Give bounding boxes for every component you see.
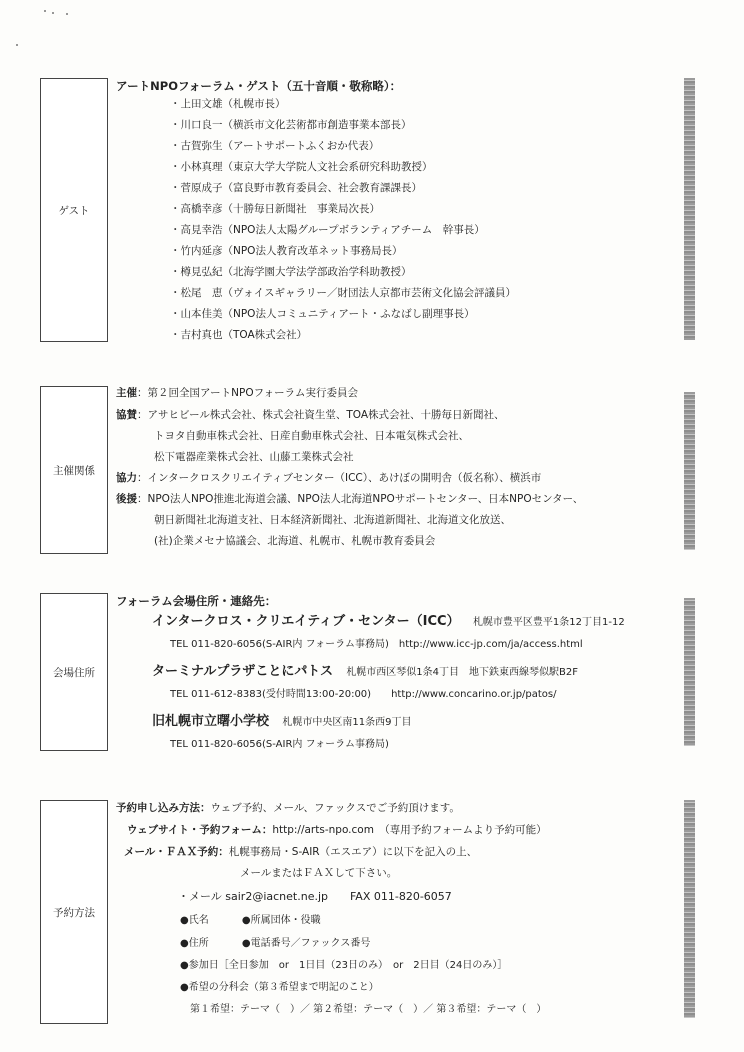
reservation-method (116, 801, 460, 816)
venue-address: 札幌市西区琴似1条4丁目 地下鉄東西線琴似駅B2F (346, 667, 579, 678)
section-label-reservation (40, 800, 108, 1024)
guest-item: ・上田文雄（札幌市長） (170, 98, 286, 110)
venue-contact: TEL 011-820-6056(S-AIR内 フォーラム事務局) (170, 739, 389, 750)
guest-heading: アートNPOフォーラム・ゲスト（五十音順・敬称略）： (116, 79, 402, 93)
mail-value: 札幌事務局・S-AIR（エスエア）に以下を記入の上、 (228, 846, 478, 858)
web-key: ウェブサイト・予約フォーム： (127, 824, 273, 836)
scan-edge-bar (684, 800, 695, 1018)
guest-item: ・川口良一（横浜市文化芸術都市創造事業本部長） (170, 119, 412, 131)
kyosan-line (116, 408, 505, 423)
reservation-mail (124, 845, 477, 860)
fields-row-2 (180, 934, 376, 949)
kyoryoku-line (116, 471, 541, 486)
guest-item: ・古賀弥生（アートサポートふくおか代表） (170, 140, 380, 152)
venue-name: ターミナルプラザことにパトス (152, 664, 333, 679)
guest-item: ・竹内延彦（NPO法人教育改革ネット事務局長） (170, 245, 403, 257)
venue-address: 札幌市豊平区豊平1条12丁目1-12 (472, 617, 625, 628)
web-value: http://arts-npo.com （専用予約フォームより予約可能） (272, 824, 547, 836)
guest-item: ・山本佳美（NPO法人コミュニティアート・ふなばし副理事長） (170, 308, 475, 320)
method-value: ウェブ予約、メール、ファックスでご予約頂けます。 (210, 802, 460, 814)
organizers-label: 主催関係 (53, 464, 95, 477)
reservation-email-fax: ・メール sair2@iacnet.ne.jp FAX 011-820-6057 (178, 890, 452, 903)
venue-name: 旧札幌市立曙小学校 (152, 714, 270, 729)
shusai-key: 主催 (116, 387, 137, 399)
field-org: ●所属団体・役職 (241, 915, 321, 926)
field-address: ●住所 (180, 938, 209, 949)
scan-edge-bar (684, 598, 695, 746)
kyosan-key: 協賛 (116, 409, 137, 421)
guest-item: ・菅原成子（富良野市教育委員会、社会教育課課長） (170, 182, 422, 194)
kyoryoku-value: ：インタークロスクリエイティブセンター（ICC）、あけぼの開明舎（仮名称）、横浜市 (137, 472, 542, 484)
scan-speck (16, 44, 18, 46)
guest-item: ・小林真理（東京大学大学院人文社会系研究科助教授） (170, 161, 433, 173)
venue-name: インタークロス・クリエイティブ・センター（ICC） (152, 614, 460, 629)
scan-speck (66, 13, 68, 15)
venue-heading: フォーラム会場住所・連絡先： (116, 594, 277, 608)
workshop-line: ●希望の分科会（第３希望まで明記のこと） (180, 982, 379, 993)
venue-place (152, 664, 578, 680)
reservation-mail-2: メールまたはＦＡＸして下さい。 (240, 867, 398, 879)
method-key: 予約申し込み方法： (116, 802, 211, 814)
kyosan-line-3: 松下電器産業株式会社、山藤工業株式会社 (154, 451, 354, 463)
guest-item: ・高橋幸彦（十勝毎日新聞社 事業局次長） (170, 203, 380, 215)
koen-value: ：NPO法人NPO推進北海道会議、NPO法人北海道NPOサポートセンター、日本NPOセンター、 (137, 493, 584, 505)
kyoryoku-key: 協力 (116, 472, 137, 484)
scan-speck (44, 10, 46, 12)
shusai-value: ：第２回全国アートNPOフォーラム実行委員会 (137, 387, 359, 399)
guest-item: ・吉村真也（TOA株式会社） (170, 329, 308, 341)
field-name: ●氏名 (180, 915, 209, 926)
venue-contact: TEL 011-820-6056(S-AIR内 フォーラム事務局) http://www.icc-jp.com/ja/access.html (170, 639, 583, 650)
section-label-guest (40, 78, 108, 342)
guest-item: ・松尾 恵（ヴォイスギャラリー／財団法人京都市芸術文化協会評議員） (170, 287, 516, 299)
section-label-organizers (40, 386, 108, 554)
scan-edge-bar (684, 78, 695, 340)
scan-edge-bar (684, 392, 695, 550)
koen-line-2: 朝日新聞社北海道支社、日本経済新聞社、北海道新聞社、北海道文化放送、 (154, 514, 511, 526)
fields-row-1 (180, 911, 327, 926)
field-phone: ●電話番号／ファックス番号 (241, 938, 371, 949)
section-label-venue (40, 593, 108, 751)
reservation-label: 予約方法 (53, 906, 95, 919)
venue-place (152, 614, 625, 630)
reservation-web (127, 823, 547, 838)
venue-contact: TEL 011-612-8383(受付時間13:00-20:00) http://www.concarino.or.jp/patos/ (170, 689, 557, 700)
koen-line-3: (社)企業メセナ協議会、北海道、札幌市、札幌市教育委員会 (154, 535, 436, 547)
mail-key: メール・ＦＡＸ予約： (124, 846, 229, 858)
guest-item: ・高見幸浩（NPO法人太陽グループボランティアチーム 幹事長） (170, 224, 485, 236)
venue-label: 会場住所 (53, 666, 95, 679)
koen-line (116, 492, 583, 507)
venue-place (152, 714, 411, 730)
kyosan-value: ：アサヒビール株式会社、株式会社資生堂、TOA株式会社、十勝毎日新聞社、 (137, 409, 505, 421)
scan-speck (52, 12, 54, 14)
date-line: ●参加日［全日参加 or 1日目（23日のみ） or 2日目（24日のみ）］ (180, 960, 508, 971)
guest-item: ・樽見弘紀（北海学園大学法学部政治学科助教授） (170, 266, 412, 278)
theme-line: 第１希望：テーマ（ ）／ 第２希望：テーマ（ ）／ 第３希望：テーマ（ ） (190, 1004, 547, 1015)
koen-key: 後援 (116, 493, 137, 505)
kyosan-line-2: トヨタ自動車株式会社、日産自動車株式会社、日本電気株式会社、 (154, 430, 469, 442)
guest-label: ゲスト (58, 204, 90, 217)
shusai-line (116, 386, 358, 401)
venue-address: 札幌市中央区南11条西9丁目 (282, 717, 412, 728)
